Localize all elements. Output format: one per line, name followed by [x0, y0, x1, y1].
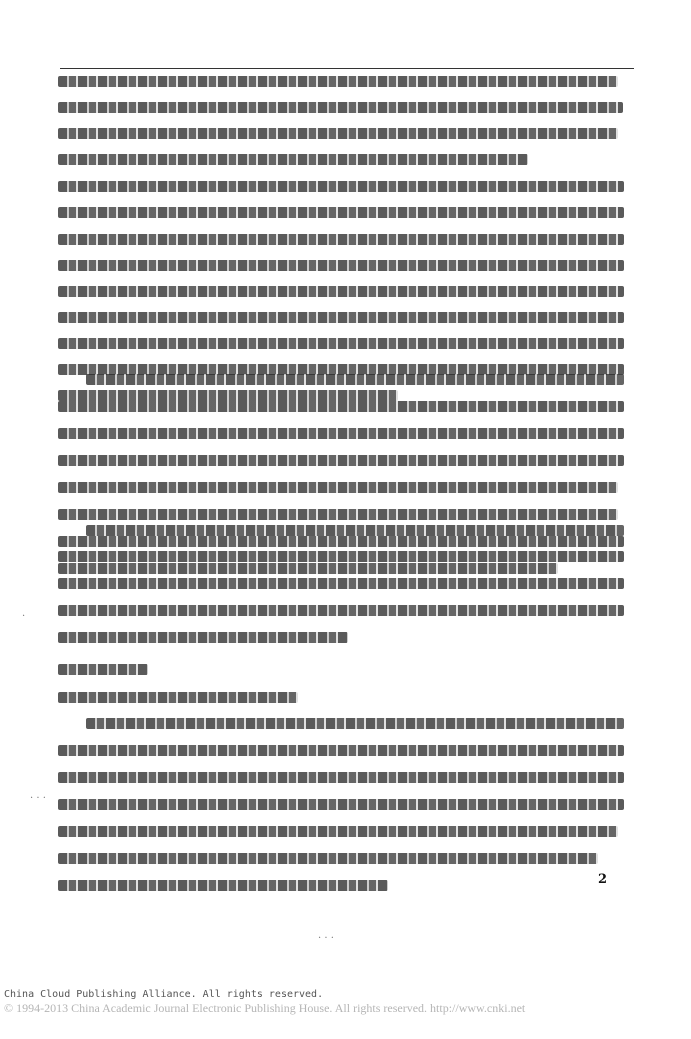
text-line — [86, 374, 624, 385]
text-line — [58, 234, 624, 245]
text-line — [58, 181, 624, 192]
text-line — [58, 154, 528, 165]
text-line — [58, 772, 624, 783]
text-line — [58, 401, 624, 412]
text-line — [58, 563, 558, 574]
text-line — [58, 551, 624, 562]
text-line — [58, 509, 618, 520]
text-line — [58, 692, 298, 703]
text-line — [86, 718, 624, 729]
footer-copyright-line2: © 1994-2013 China Academic Journal Electronic Publishing House. All rights reserved. http://www.cnki.net — [4, 1001, 526, 1015]
text-line — [58, 76, 618, 87]
text-line — [58, 578, 624, 589]
header-rule — [60, 68, 634, 69]
footer-copyright-line1: China Cloud Publishing Alliance. All rights reserved. — [4, 989, 324, 1000]
text-line — [58, 536, 624, 547]
text-line — [86, 525, 624, 536]
margin-mark: . — [22, 608, 26, 619]
text-line — [58, 664, 148, 675]
text-line — [58, 207, 624, 218]
bottom-dots: . . . — [318, 930, 334, 941]
section-heading-2 — [58, 692, 298, 703]
text-line — [58, 632, 348, 643]
text-line — [58, 455, 624, 466]
text-line — [58, 880, 388, 891]
text-line — [58, 428, 624, 439]
margin-mark: . . . — [30, 790, 46, 801]
text-line — [58, 482, 618, 493]
text-line — [58, 286, 624, 297]
text-line — [58, 102, 623, 113]
text-line — [58, 745, 624, 756]
text-line — [58, 799, 624, 810]
text-line — [58, 260, 624, 271]
text-line — [58, 853, 598, 864]
text-line — [58, 312, 624, 323]
text-line — [58, 605, 624, 616]
page-number: 2 — [597, 872, 607, 887]
text-line — [58, 390, 398, 401]
section-heading-1 — [58, 664, 148, 675]
text-line — [58, 128, 618, 139]
text-line — [58, 338, 624, 349]
text-line — [58, 826, 618, 837]
